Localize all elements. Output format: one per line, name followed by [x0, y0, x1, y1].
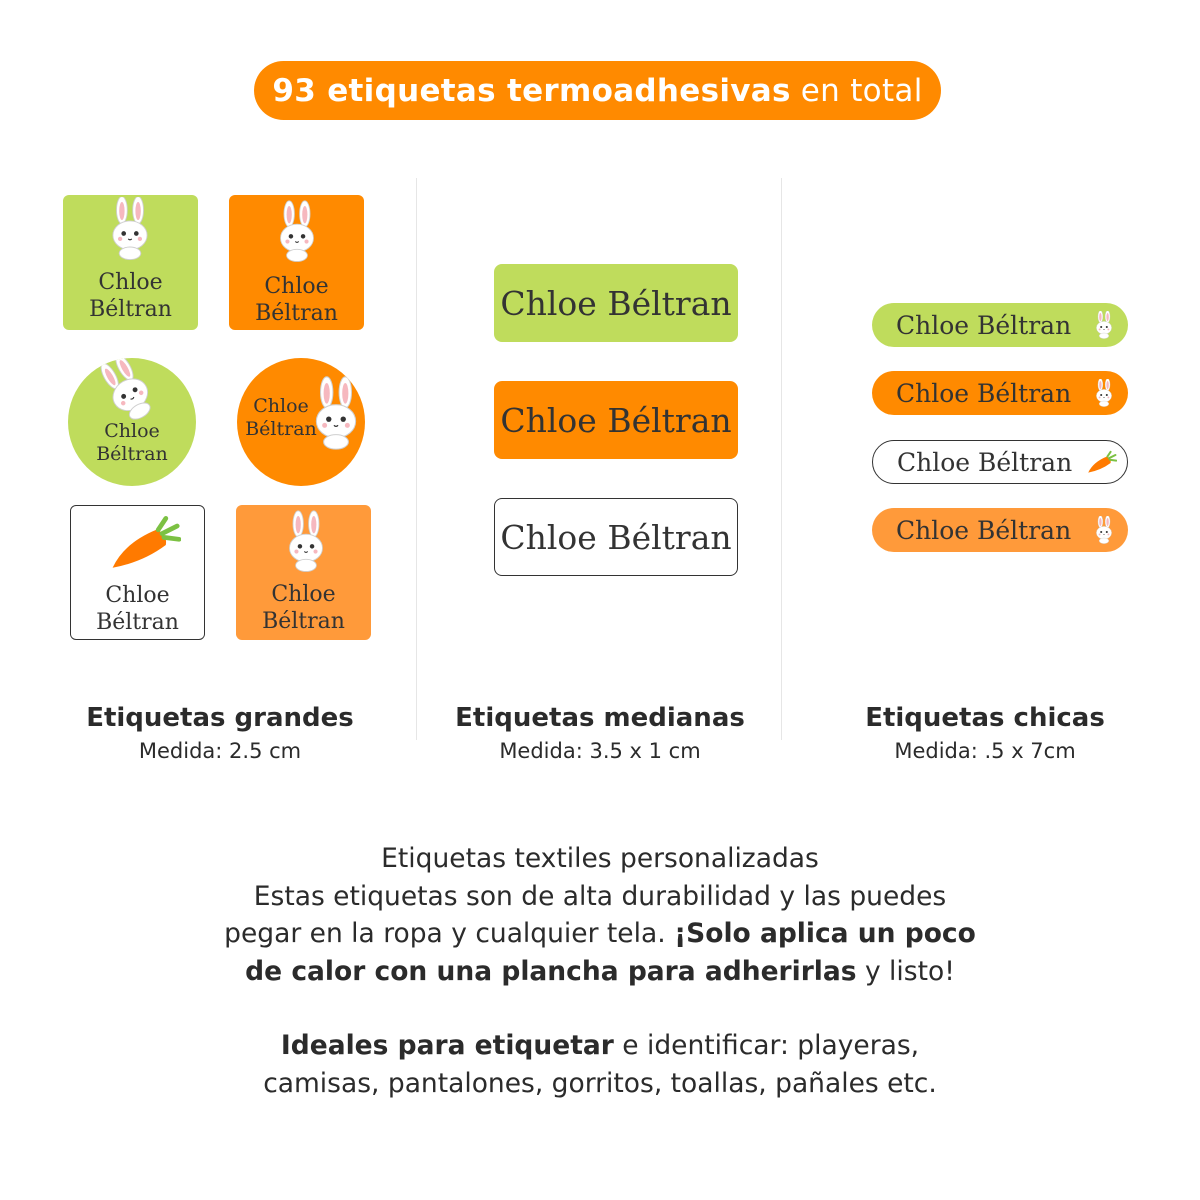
bunny-icon [1092, 379, 1116, 407]
description-title: Etiquetas textiles personalizadas [381, 843, 819, 874]
description-paragraph: Estas etiquetas son de alta durabilidad y las puedes pegar en la ropa y cualquier tela. ¡Solo aplica un poco de calor con una plancha para adherirlas y listo! [224, 880, 976, 987]
category-title-large: Etiquetas grandes [86, 703, 354, 733]
label-name: Chloe Béltran [96, 583, 179, 635]
large-label-light-orange [236, 505, 371, 640]
header-banner [254, 61, 941, 120]
large-label-orange [229, 195, 364, 330]
header-count: 93 etiquetas termoadhesivas [272, 72, 791, 109]
label-name: Chloe Béltran [262, 582, 345, 634]
small-label-light-orange [872, 508, 1128, 552]
medium-label-green: Chloe Béltran [494, 264, 738, 342]
bunny-icon [271, 199, 323, 265]
category-title-small: Etiquetas chicas [865, 703, 1105, 733]
label-name: Chloe Béltran [896, 515, 1072, 545]
category-size-medium: Medida: 3.5 x 1 cm [499, 739, 701, 763]
small-label-green [872, 303, 1128, 347]
label-name: Chloe Béltran [96, 420, 168, 465]
bunny-icon [280, 509, 332, 575]
large-label-green [63, 195, 198, 330]
label-name: Chloe Béltran [255, 274, 338, 326]
carrot-icon [105, 516, 181, 574]
bunny-icon [1092, 516, 1116, 544]
label-name: Chloe Béltran [89, 270, 172, 322]
category-title-medium: Etiquetas medianas [455, 703, 745, 733]
category-size-large: Medida: 2.5 cm [138, 739, 302, 763]
carrot-icon [1085, 450, 1117, 476]
medium-label-white: Chloe Béltran [494, 498, 738, 576]
label-name: Chloe Béltran [896, 378, 1072, 408]
bunny-icon [1092, 311, 1116, 339]
product-description [100, 840, 1100, 1102]
header-suffix: en total [800, 72, 923, 109]
medium-label-orange: Chloe Béltran [494, 381, 738, 459]
label-name: Chloe Béltran [897, 447, 1073, 477]
category-size-small: Medida: .5 x 7cm [894, 739, 1076, 763]
label-name: Chloe Béltran [245, 395, 317, 440]
large-round-label-green [68, 358, 196, 486]
small-label-orange [872, 371, 1128, 415]
large-round-label-orange [237, 358, 365, 486]
label-name: Chloe Béltran [896, 310, 1072, 340]
column-divider [781, 178, 782, 740]
small-label-white [872, 440, 1128, 484]
large-label-white [70, 505, 205, 640]
bunny-icon [103, 197, 157, 261]
column-divider [416, 178, 417, 740]
description-uses: Ideales para etiquetar e identificar: playeras, camisas, pantalones, gorritos, toallas, pañales etc. [263, 1030, 937, 1099]
